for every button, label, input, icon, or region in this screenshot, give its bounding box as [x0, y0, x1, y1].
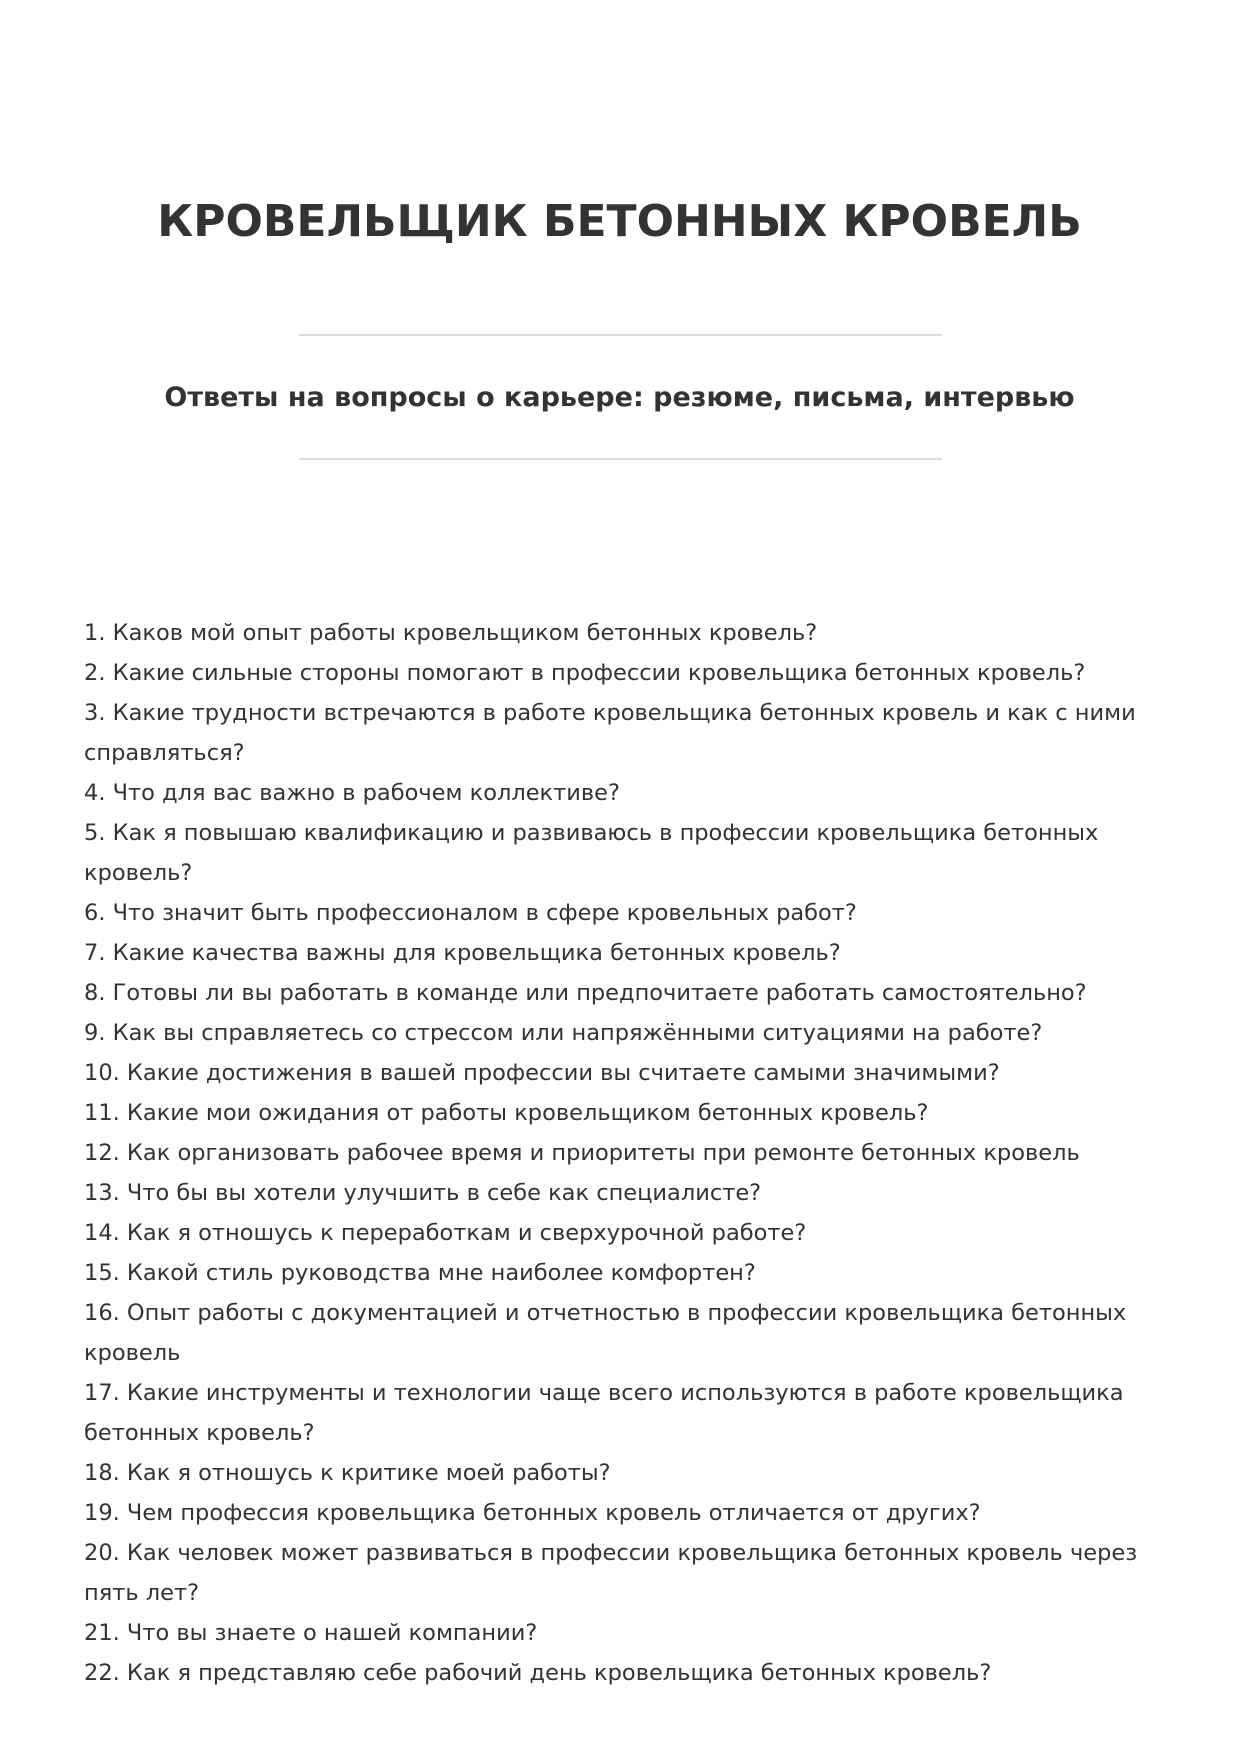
question-item: 18. Как я отношусь к критике моей работы?	[84, 1460, 611, 1486]
question-item: 13. Что бы вы хотели улучшить в себе как специалисте?	[84, 1180, 762, 1206]
question-item: 21. Что вы знаете о нашей компании?	[84, 1620, 538, 1646]
question-item: 3. Какие трудности встречаются в работе кровельщика бетонных кровель и как с ними справляться?	[84, 700, 1136, 766]
question-item: 6. Что значит быть профессионалом в сфере кровельных работ?	[84, 900, 857, 926]
question-item: 7. Какие качества важны для кровельщика бетонных кровель?	[84, 940, 841, 966]
question-item: 17. Какие инструменты и технологии чаще всего используются в работе кровельщика бетонных кровель?	[84, 1380, 1124, 1446]
question-item: 2. Какие сильные стороны помогают в профессии кровельщика бетонных кровель?	[84, 660, 1086, 686]
question-item: 14. Как я отношусь к переработкам и сверхурочной работе?	[84, 1220, 807, 1246]
page-title: КРОВЕЛЬЩИК БЕТОННЫХ КРОВЕЛЬ	[157, 196, 1082, 247]
question-item: 4. Что для вас важно в рабочем коллективе?	[84, 780, 620, 806]
divider-bottom	[299, 458, 942, 460]
question-item: 20. Как человек может развиваться в профессии кровельщика бетонных кровель через пять лет?	[84, 1540, 1138, 1606]
question-item: 10. Какие достижения в вашей профессии вы считаете самыми значимыми?	[84, 1060, 1000, 1086]
question-item: 15. Какой стиль руководства мне наиболее комфортен?	[84, 1260, 756, 1286]
question-item: 22. Как я представляю себе рабочий день кровельщика бетонных кровель?	[84, 1660, 992, 1686]
question-list	[84, 613, 1164, 1693]
question-item: 8. Готовы ли вы работать в команде или предпочитаете работать самостоятельно?	[84, 980, 1087, 1006]
page-subtitle: Ответы на вопросы о карьере: резюме, письма, интервью	[164, 382, 1075, 413]
divider-top	[299, 334, 942, 336]
question-item: 5. Как я повышаю квалификацию и развиваюсь в профессии кровельщика бетонных кровель?	[84, 820, 1099, 886]
question-item: 11. Какие мои ожидания от работы кровельщиком бетонных кровель?	[84, 1100, 929, 1126]
question-item: 1. Каков мой опыт работы кровельщиком бетонных кровель?	[84, 620, 818, 646]
question-item: 16. Опыт работы с документацией и отчетностью в профессии кровельщика бетонных кровель	[84, 1300, 1127, 1366]
question-item: 19. Чем профессия кровельщика бетонных кровель отличается от других?	[84, 1500, 981, 1526]
question-item: 9. Как вы справляетесь со стрессом или напряжёнными ситуациями на работе?	[84, 1020, 1043, 1046]
question-item: 12. Как организовать рабочее время и приоритеты при ремонте бетонных кровель	[84, 1140, 1080, 1166]
